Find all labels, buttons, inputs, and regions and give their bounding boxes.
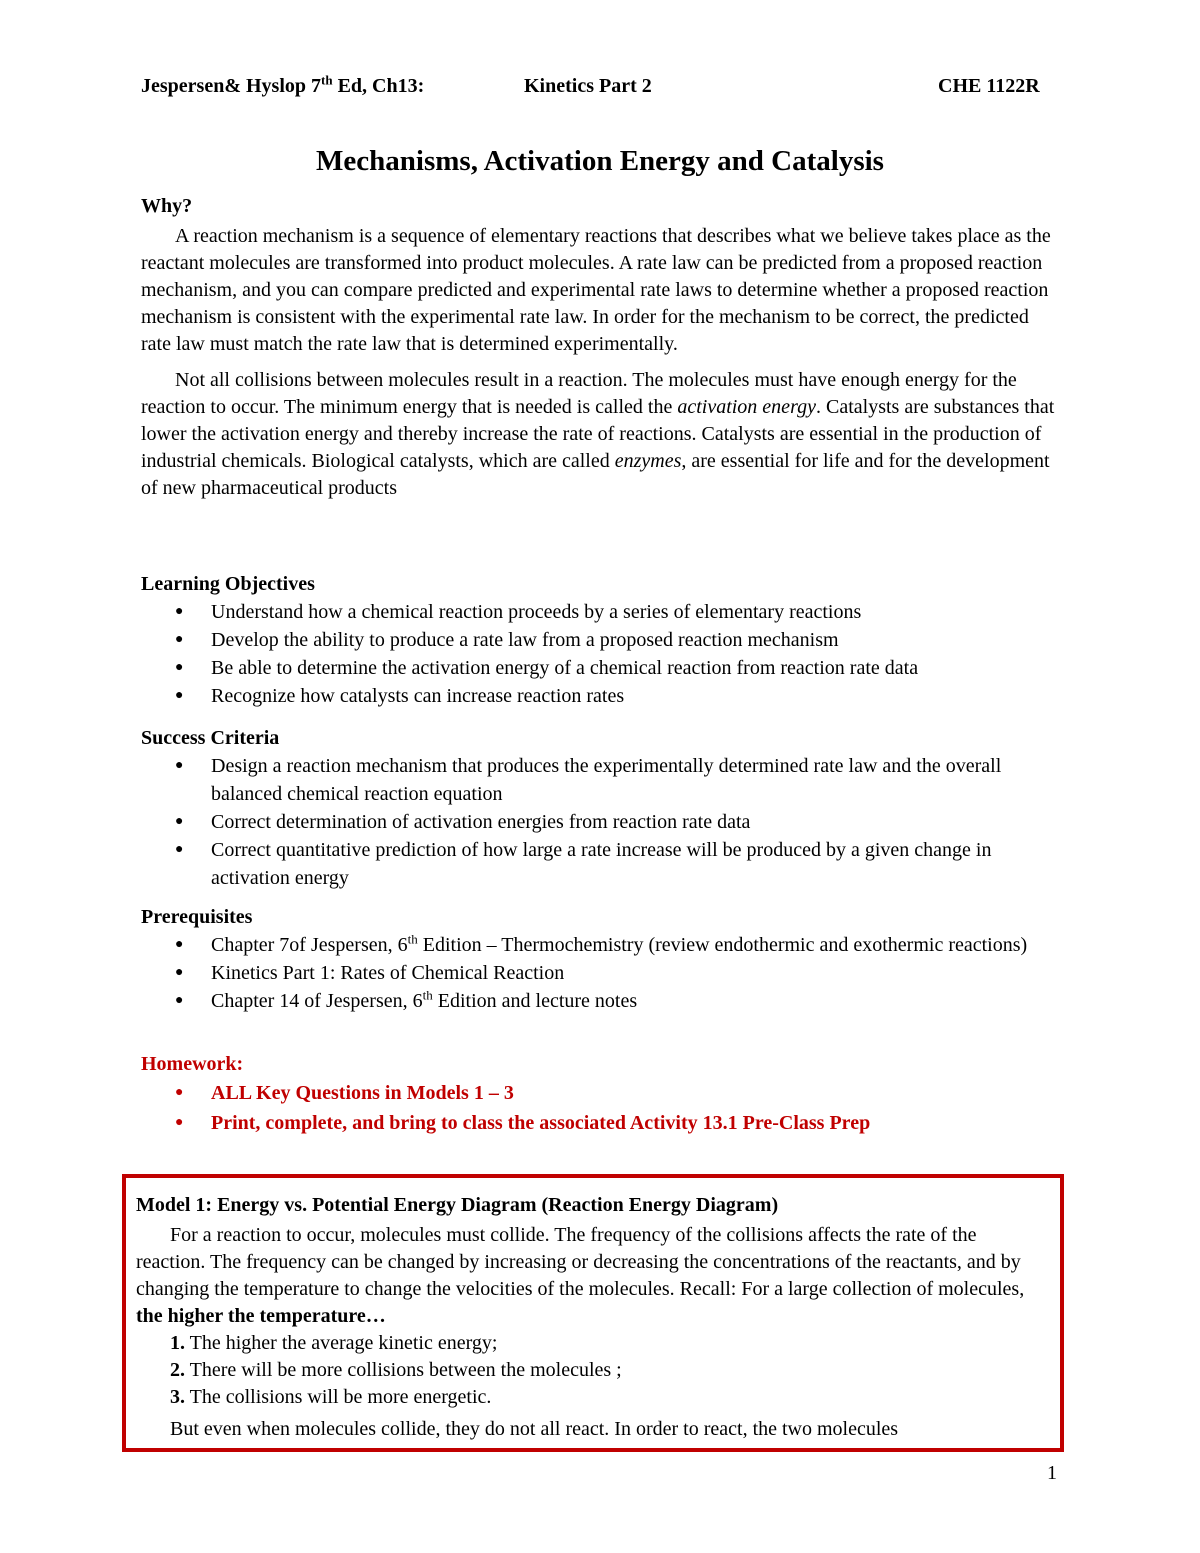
list-item-text: Print, complete, and bring to class the associated Activity 13.1 Pre-Class Prep bbox=[211, 1112, 871, 1134]
list-item-text: Design a reaction mechanism that produces the experimentally determined rate law and the overall balanced chemical reaction equation bbox=[211, 755, 1002, 805]
model-1-point bbox=[136, 1357, 1041, 1384]
list-item-text: Understand how a chemical reaction proceeds by a series of elementary reactions bbox=[211, 601, 862, 623]
prerequisites-list bbox=[141, 931, 1061, 1015]
learning-objectives-heading: Learning Objectives bbox=[141, 573, 315, 595]
list-item bbox=[141, 682, 1061, 710]
prerequisites-section bbox=[141, 904, 1061, 1015]
list-item bbox=[141, 987, 1061, 1015]
list-item bbox=[141, 626, 1061, 654]
bullet-icon: ● bbox=[175, 758, 184, 773]
model-1-content bbox=[136, 1192, 1041, 1443]
list-item-text: Be able to determine the activation energy of a chemical reaction from reaction rate data bbox=[211, 657, 919, 679]
why-p2-text-b: . Catalysts are substances that lower the activation energy and thereby increase the rate of reactions. Catalysts are essential in the production of industrial chemicals. Biological catalysts, which are called bbox=[141, 396, 1055, 472]
list-item-text: Recognize how catalysts can increase reaction rates bbox=[211, 685, 625, 707]
why-p2-text-c: , are essential for life and for the development of new pharmaceutical products bbox=[141, 450, 1050, 499]
prerequisites-heading: Prerequisites bbox=[141, 906, 253, 928]
bullet-icon: ● bbox=[175, 632, 184, 647]
page-title: Mechanisms, Activation Energy and Catalysis bbox=[316, 145, 884, 177]
superscript: th bbox=[422, 987, 433, 1003]
bullet-icon: ● bbox=[175, 814, 184, 829]
header-left-text-end: Ed, Ch13: bbox=[332, 75, 425, 97]
model-1-text: For a reaction to occur, molecules must collide. The frequency of the collisions affects the rate of the reaction. The frequency can be changed by increasing or decreasing the concentrations of the reactants, and by changing the temperature to change the velocities of the molecules. Recall: For a large collection of molecules, bbox=[136, 1224, 1025, 1300]
term-activation-energy: activation energy bbox=[677, 396, 816, 418]
success-criteria-heading: Success Criteria bbox=[141, 727, 280, 749]
point-number: 3. bbox=[170, 1386, 185, 1408]
bullet-icon: ● bbox=[175, 842, 184, 857]
list-item-text: Correct determination of activation energies from reaction rate data bbox=[211, 811, 751, 833]
why-paragraph-2 bbox=[141, 367, 1061, 502]
list-item bbox=[141, 598, 1061, 626]
point-number: 1. bbox=[170, 1332, 185, 1354]
success-criteria-section bbox=[141, 725, 1061, 892]
list-item-text-end: Edition and lecture notes bbox=[432, 990, 638, 1012]
list-item-text: Kinetics Part 1: Rates of Chemical Reaction bbox=[211, 962, 565, 984]
homework-list bbox=[141, 1078, 1061, 1138]
list-item bbox=[141, 1108, 1061, 1138]
model-1-box bbox=[122, 1174, 1064, 1452]
model-1-title: Model 1: Energy vs. Potential Energy Diagram (Reaction Energy Diagram) bbox=[136, 1194, 779, 1216]
header-course-code: CHE 1122R bbox=[938, 75, 1040, 97]
why-p2-text-a: Not all collisions between molecules result in a reaction. The molecules must have enough energy for the reaction to occur. The minimum energy that is needed is called the bbox=[141, 369, 1017, 418]
bullet-icon: ● bbox=[175, 604, 184, 619]
bullet-icon: ● bbox=[175, 965, 184, 980]
list-item bbox=[141, 1078, 1061, 1108]
list-item bbox=[141, 808, 1061, 836]
list-item-text-end: Edition – Thermochemistry (review endothermic and exothermic reactions) bbox=[417, 934, 1028, 956]
model-1-point bbox=[136, 1330, 1041, 1357]
model-1-paragraph-2: But even when molecules collide, they do not all react. In order to react, the two molecules bbox=[170, 1418, 899, 1440]
success-criteria-list bbox=[141, 752, 1061, 892]
header-course-reference bbox=[141, 72, 425, 98]
superscript: th bbox=[407, 931, 418, 947]
learning-objectives-section bbox=[141, 571, 1061, 710]
header-left-text: Jespersen& Hyslop 7 bbox=[141, 75, 321, 97]
point-text: There will be more collisions between the molecules ; bbox=[185, 1359, 622, 1381]
list-item-text: Chapter 7of Jespersen, 6 bbox=[211, 934, 408, 956]
model-1-emphasis: the higher the temperature… bbox=[136, 1305, 386, 1327]
model-1-point bbox=[136, 1384, 1041, 1411]
point-text: The collisions will be more energetic. bbox=[185, 1386, 492, 1408]
list-item bbox=[141, 959, 1061, 987]
why-heading: Why? bbox=[141, 195, 193, 217]
list-item bbox=[141, 654, 1061, 682]
list-item-text: Chapter 14 of Jespersen, 6 bbox=[211, 990, 423, 1012]
list-item bbox=[141, 931, 1061, 959]
header-topic: Kinetics Part 2 bbox=[524, 75, 652, 97]
homework-section bbox=[141, 1051, 1061, 1138]
homework-heading: Homework: bbox=[141, 1053, 244, 1075]
point-number: 2. bbox=[170, 1359, 185, 1381]
bullet-icon: ● bbox=[175, 1085, 184, 1100]
list-item bbox=[141, 752, 1061, 808]
bullet-icon: ● bbox=[175, 937, 184, 952]
term-enzymes: enzymes bbox=[614, 450, 682, 472]
model-1-paragraph-1 bbox=[136, 1222, 1041, 1330]
list-item-text: Develop the ability to produce a rate law from a proposed reaction mechanism bbox=[211, 629, 839, 651]
list-item-text: Correct quantitative prediction of how large a rate increase will be produced by a given change in activation energy bbox=[211, 839, 992, 889]
point-text: The higher the average kinetic energy; bbox=[185, 1332, 498, 1354]
list-item bbox=[141, 836, 1061, 892]
bullet-icon: ● bbox=[175, 1115, 184, 1130]
learning-objectives-list bbox=[141, 598, 1061, 710]
header-left-superscript: th bbox=[321, 72, 333, 88]
why-section bbox=[141, 193, 1061, 502]
page-number: 1 bbox=[1047, 1462, 1057, 1484]
list-item-text: ALL Key Questions in Models 1 – 3 bbox=[211, 1082, 514, 1104]
bullet-icon: ● bbox=[175, 688, 184, 703]
bullet-icon: ● bbox=[175, 660, 184, 675]
bullet-icon: ● bbox=[175, 993, 184, 1008]
why-paragraph-1: A reaction mechanism is a sequence of elementary reactions that describes what we believe takes place as the reactant molecules are transformed into product molecules. A rate law can be predicted from a proposed reaction mechanism, and you can compare predicted and experimental rate laws to determine whether a proposed reaction mechanism is consistent with the experimental rate law. In order for the mechanism to be correct, the predicted rate law must match the rate law that is determined experimentally. bbox=[141, 225, 1051, 355]
